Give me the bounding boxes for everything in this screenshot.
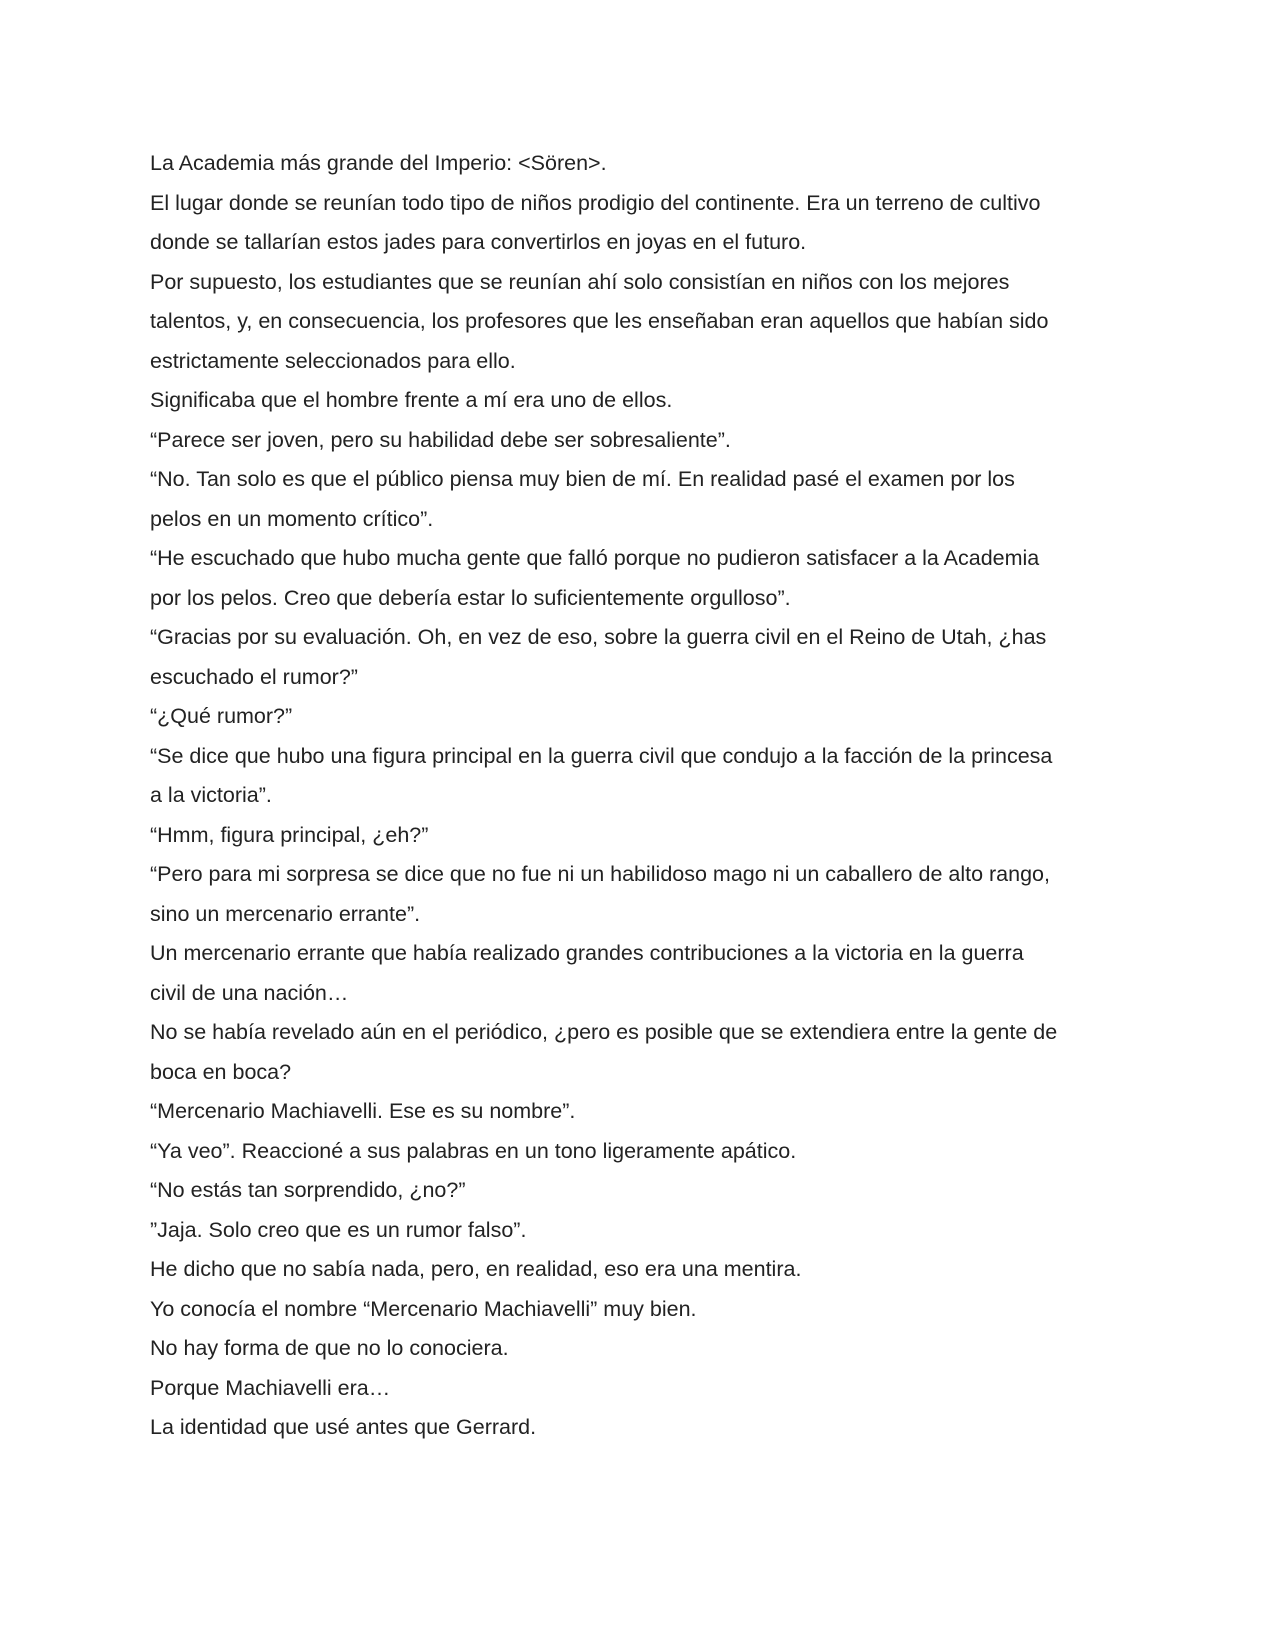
text-line: La identidad que usé antes que Gerrard. xyxy=(150,1415,537,1439)
text-line: He dicho que no sabía nada, pero, en realidad, eso era una mentira. xyxy=(150,1257,802,1281)
text-line: pelos en un momento crítico”. xyxy=(150,506,434,531)
text-line: boca en boca? xyxy=(150,1059,292,1084)
text-line: estrictamente seleccionados para ello. xyxy=(150,348,516,373)
text-line: “No. Tan solo es que el público piensa muy bien de mí. En realidad pasé el examen por los xyxy=(150,467,1015,491)
text-line: No hay forma de que no lo conociera. xyxy=(150,1336,509,1360)
text-line: Significaba que el hombre frente a mí era uno de ellos. xyxy=(150,388,673,412)
text-line: “Pero para mi sorpresa se dice que no fue ni un habilidoso mago ni un caballero de alto rango, xyxy=(150,862,1050,886)
text-line: ”Jaja. Solo creo que es un rumor falso”. xyxy=(150,1217,527,1242)
text-line: No se había revelado aún en el periódico, ¿pero es posible que se extendiera entre la gente de xyxy=(150,1020,1058,1044)
text-line: talentos, y, en consecuencia, los profesores que les enseñaban eran aquellos que habían sido xyxy=(150,309,1049,333)
text-line: “He escuchado que hubo mucha gente que falló porque no pudieron satisfacer a la Academia xyxy=(150,546,1040,570)
text-line: “Se dice que hubo una figura principal en la guerra civil que condujo a la facción de la princesa xyxy=(150,743,1053,768)
text-line: escuchado el rumor?” xyxy=(150,664,358,689)
text-line: por los pelos. Creo que debería estar lo suficientemente orgulloso”. xyxy=(150,585,791,610)
text-line: Porque Machiavelli era… xyxy=(150,1375,391,1400)
text-line: “Mercenario Machiavelli. Ese es su nombre”. xyxy=(150,1099,576,1123)
text-line: civil de una nación… xyxy=(150,980,349,1005)
text-line: “Parece ser joven, pero su habilidad debe ser sobresaliente”. xyxy=(150,427,731,452)
text-line: a la victoria”. xyxy=(150,783,272,807)
text-line: Por supuesto, los estudiantes que se reunían ahí solo consistían en niños con los mejores xyxy=(150,269,1010,294)
text-line: La Academia más grande del Imperio: <Sören>. xyxy=(150,151,607,175)
text-line: sino un mercenario errante”. xyxy=(150,901,421,926)
document-body-text xyxy=(150,144,1130,1448)
text-line: “Hmm, figura principal, ¿eh?” xyxy=(150,822,429,847)
text-line: “No estás tan sorprendido, ¿no?” xyxy=(150,1178,466,1202)
text-line: El lugar donde se reunían todo tipo de niños prodigio del continente. Era un terreno de cultivo xyxy=(150,190,1041,215)
text-line: Yo conocía el nombre “Mercenario Machiavelli” muy bien. xyxy=(150,1296,697,1321)
text-line: “Gracias por su evaluación. Oh, en vez de eso, sobre la guerra civil en el Reino de Utah, ¿has xyxy=(150,625,1047,649)
text-line: “¿Qué rumor?” xyxy=(150,704,293,728)
text-line: Un mercenario errante que había realizado grandes contribuciones a la victoria en la guerra xyxy=(150,941,1024,965)
text-line: “Ya veo”. Reaccioné a sus palabras en un tono ligeramente apático. xyxy=(150,1138,797,1163)
text-line: donde se tallarían estos jades para convertirlos en joyas en el futuro. xyxy=(150,230,807,254)
